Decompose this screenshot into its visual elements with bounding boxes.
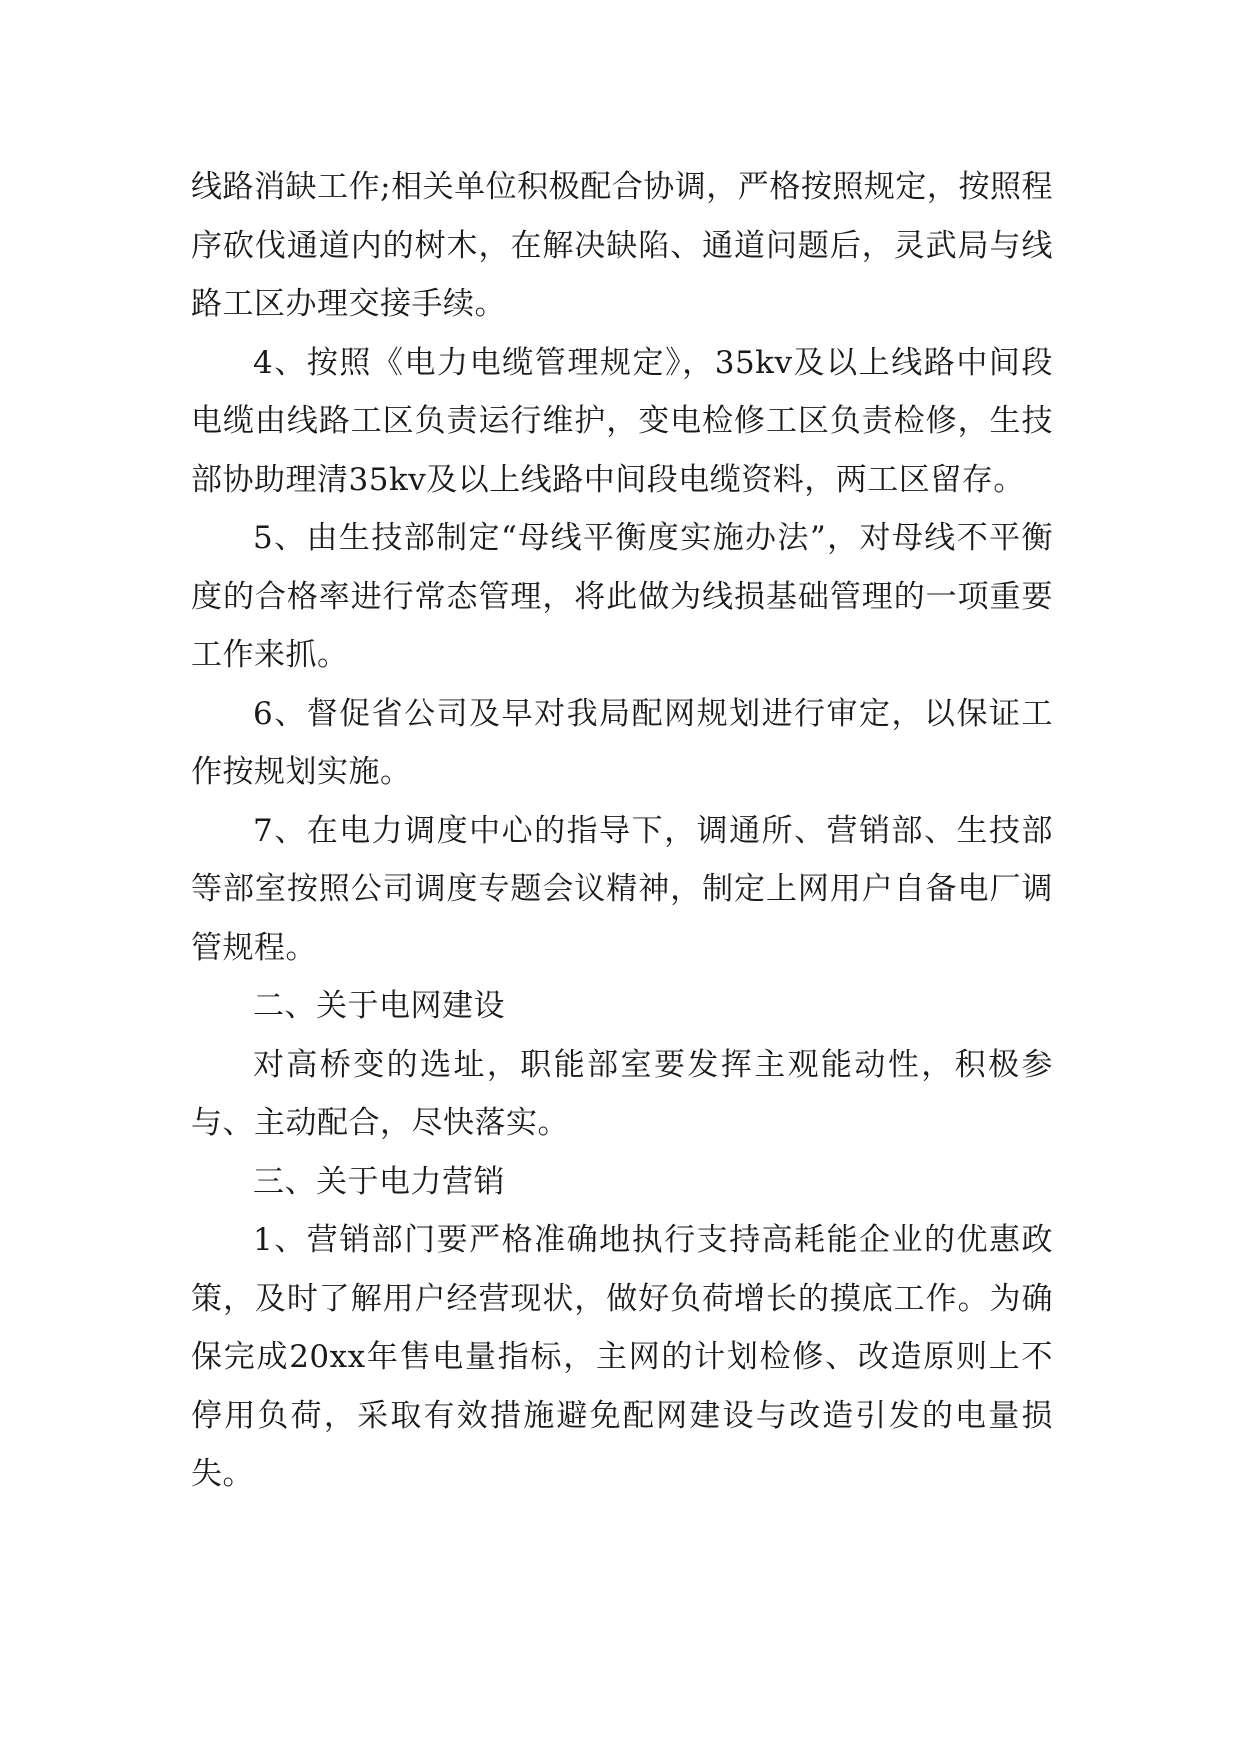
paragraph-item-4: 4、按照《电力电缆管理规定》，35kv及以上线路中间段电缆由线路工区负责运行维护，变电检修工区负责检修，生技部协助理清35kv及以上线路中间段电缆资料，两工区留存。	[191, 344, 1053, 498]
paragraph-item-7: 7、在电力调度中心的指导下，调通所、营销部、生技部等部室按照公司调度专题会议精神，制定上网用户自备电厂调管规程。	[191, 812, 1053, 966]
section-heading-grid-construction: 二、关于电网建设	[253, 988, 505, 1024]
document-body	[191, 158, 1053, 1504]
paragraph-marketing-item-1: 1、营销部门要严格准确地执行支持高耗能企业的优惠政策，及时了解用户经营现状，做好负荷增长的摸底工作。为确保完成20xx年售电量指标，主网的计划检修、改造原则上不停用负荷，采取有效措施避免配网建设与改造引发的电量损失。	[191, 1222, 1053, 1492]
paragraph-continuation: 线路消缺工作;相关单位积极配合协调，严格按照规定，按照程序砍伐通道内的树木，在解决缺陷、通道问题后，灵武局与线路工区办理交接手续。	[191, 169, 1053, 322]
section-heading-power-marketing: 三、关于电力营销	[253, 1163, 505, 1200]
paragraph-item-5: 5、由生技部制定“母线平衡度实施办法”，对母线不平衡度的合格率进行常态管理，将此做为线损基础管理的一项重要工作来抓。	[191, 520, 1053, 673]
paragraph-site-selection: 对高桥变的选址，职能部室要发挥主观能动性，积极参与、主动配合，尽快落实。	[191, 1046, 1053, 1141]
paragraph-item-6: 6、督促省公司及早对我局配网规划进行审定，以保证工作按规划实施。	[191, 695, 1053, 790]
